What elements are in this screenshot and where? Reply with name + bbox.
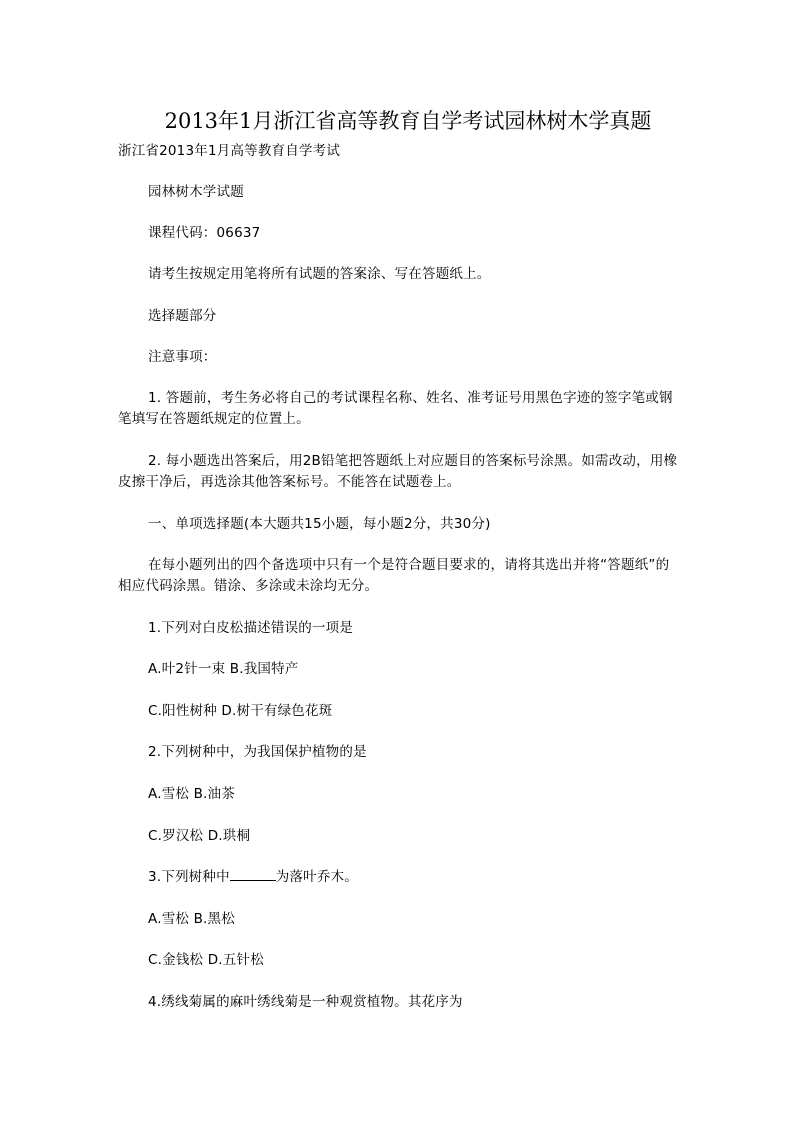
exam-subtitle: 浙江省2013年1月高等教育自学考试	[118, 143, 341, 159]
part-heading: 选择题部分	[148, 308, 217, 324]
question-3	[118, 867, 678, 888]
note-2: 2. 每小题选出答案后，用2B铅笔把答题纸上对应题目的答案标号涂黑。如需改动，用橡皮擦干净后，再选涂其他答案标号。不能答在试题卷上。	[118, 453, 678, 490]
instruction: 请考生按规定用笔将所有试题的答案涂、写在答题纸上。	[148, 266, 491, 282]
exam-name: 园林树木学试题	[148, 184, 244, 200]
question-3-options-cd: C.金钱松 D.五针松	[148, 952, 264, 968]
question-1: 1.下列对白皮松描述错误的一项是	[148, 620, 354, 636]
question-3-stem: 3.下列树种中	[148, 869, 230, 885]
question-2: 2.下列树种中，为我国保护植物的是	[148, 744, 367, 760]
question-1-options-cd: C.阳性树种 D.树干有绿色花斑	[148, 703, 333, 719]
note-1: 1. 答题前，考生务必将自己的考试课程名称、姓名、准考证号用黑色字迹的签字笔或钢笔填写在答题纸规定的位置上。	[118, 390, 673, 427]
question-2-options-cd: C.罗汉松 D.珙桐	[148, 828, 251, 844]
question-3-end: 为落叶乔木。	[275, 869, 358, 885]
answer-blank	[230, 868, 276, 881]
question-3-options-ab: A.雪松 B.黑松	[148, 911, 235, 927]
notes-heading: 注意事项：	[148, 349, 217, 365]
section-heading: 一、单项选择题(本大题共15小题，每小题2分，共30分)	[148, 516, 491, 532]
question-2-options-ab: A.雪松 B.油茶	[148, 786, 235, 802]
section-description: 在每小题列出的四个备选项中只有一个是符合题目要求的，请将其选出并将“答题纸”的相应代码涂黑。错涂、多涂或未涂均无分。	[118, 557, 670, 594]
question-4: 4.绣线菊属的麻叶绣线菊是一种观赏植物。其花序为	[148, 994, 463, 1010]
document-title: 2013年1月浙江省高等教育自学考试园林树木学真题	[164, 109, 652, 133]
question-1-options-ab: A.叶2针一束 B.我国特产	[148, 661, 299, 677]
course-code: 课程代码：06637	[148, 225, 261, 241]
